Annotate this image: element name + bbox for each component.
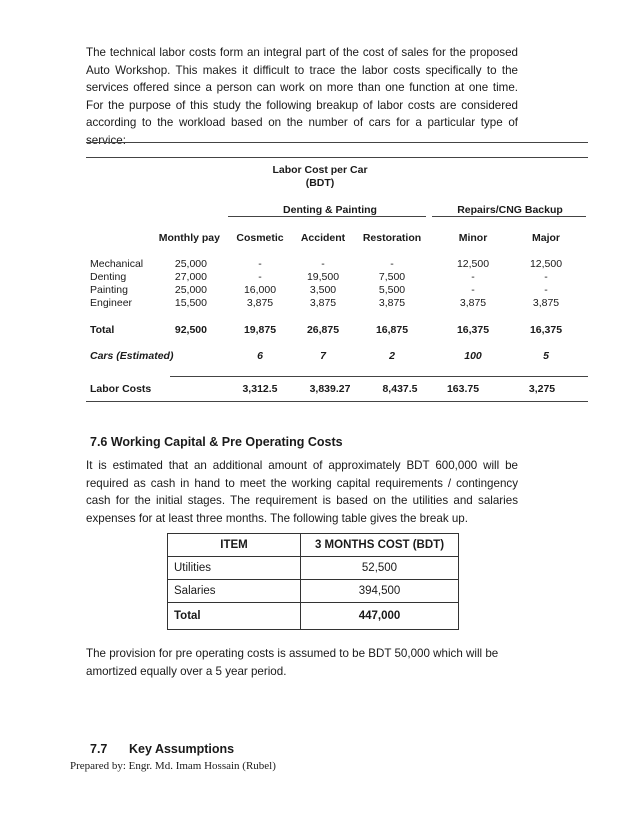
total-cosmetic: 19,875: [243, 324, 277, 336]
cell-restoration: 7,500: [378, 271, 406, 283]
cell-minor: 12,500: [456, 258, 490, 270]
cell-major: -: [544, 271, 548, 283]
table-row: [168, 557, 459, 580]
group-repairs-cng: Repairs/CNG Backup: [457, 204, 563, 216]
group-denting-painting: Denting & Painting: [283, 204, 377, 216]
cars-cosmetic: 6: [257, 350, 263, 362]
pre-operating-paragraph: The provision for pre operating costs is assumed to be BDT 50,000 which will be amortized equally over a 5 year period.: [86, 647, 499, 678]
labor-costs-accident: 3,839.27: [309, 383, 351, 395]
group-rule-denting: [228, 216, 426, 217]
item-cell: Salaries: [168, 580, 301, 603]
cell-accident: -: [321, 258, 325, 270]
total-label: Total: [90, 324, 115, 336]
table-total-row: [168, 603, 459, 630]
working-capital-paragraph: It is estimated that an additional amount of approximately BDT 600,000 will be required as cash in hand to meet the working capital requirements / contingency cash for the initial stages. The requirement is based on the utilities and salaries expenses for at least three months. The following table gives the break up.: [86, 459, 518, 525]
cell-accident: 19,500: [306, 271, 340, 283]
section-number-7-7: 7.7: [90, 742, 108, 756]
labor-costs-restoration: 8,437.5: [382, 383, 418, 395]
total-item-cell: Total: [168, 603, 301, 630]
header-item: ITEM: [168, 534, 301, 557]
cell-minor: -: [471, 284, 475, 296]
cell-cosmetic: 3,875: [246, 297, 274, 309]
table-row: [168, 580, 459, 603]
top-rule: [86, 142, 588, 143]
col-minor: Minor: [458, 232, 488, 244]
labor-table-subtitle: (BDT): [305, 177, 335, 189]
total-monthly-pay: 92,500: [174, 324, 207, 336]
cell-minor: -: [471, 271, 475, 283]
cost-cell: 52,500: [301, 557, 459, 580]
cell-cosmetic: -: [258, 258, 262, 270]
col-restoration: Restoration: [362, 232, 422, 244]
total-cost-cell: 447,000: [301, 603, 459, 630]
col-monthly-pay: Monthly pay: [158, 232, 220, 244]
cell-monthly-pay: 25,000: [174, 284, 207, 296]
cell-major: 12,500: [529, 258, 563, 270]
cell-major: -: [544, 284, 548, 296]
total-minor: 16,375: [456, 324, 490, 336]
labor-table-title: Labor Cost per Car: [272, 164, 368, 176]
table-header-row: [168, 534, 459, 557]
row-label: Painting: [90, 284, 128, 296]
working-capital-table: [167, 533, 459, 630]
page-footer: Prepared by: Engr. Md. Imam Hossain (Rubel): [70, 760, 276, 772]
col-cosmetic: Cosmetic: [236, 232, 284, 244]
intro-paragraph: The technical labor costs form an integral part of the cost of sales for the proposed Auto Workshop. This makes it difficult to trace the labor costs specifically to the services offered since a person can work on more than one function at one time. For the purpose of this study the following breakup of labor costs are considered according to the workload based on the number of cars for a particular type of service:: [86, 46, 518, 147]
cell-monthly-pay: 15,500: [174, 297, 207, 309]
top-rule-2: [86, 157, 588, 158]
item-cell: Utilities: [168, 557, 301, 580]
labor-costs-major: 3,275: [528, 383, 556, 395]
cell-restoration: 3,875: [378, 297, 406, 309]
cars-label: Cars (Estimated): [90, 350, 174, 362]
header-cost: 3 MONTHS COST (BDT): [301, 534, 459, 557]
labor-costs-minor: 163.75: [446, 383, 480, 395]
total-accident: 26,875: [306, 324, 340, 336]
col-accident: Accident: [300, 232, 346, 244]
labor-costs-cosmetic: 3,312.5: [242, 383, 278, 395]
cell-minor: 3,875: [459, 297, 487, 309]
cell-monthly-pay: 27,000: [174, 271, 207, 283]
section-heading-7-7: Key Assumptions: [129, 742, 235, 756]
row-label: Engineer: [90, 297, 133, 309]
cell-restoration: -: [390, 258, 394, 270]
cost-cell: 394,500: [301, 580, 459, 603]
labor-costs-rule: [170, 376, 588, 377]
labor-costs-label: Labor Costs: [90, 383, 152, 395]
cars-restoration: 2: [389, 350, 395, 362]
total-major: 16,375: [529, 324, 563, 336]
cell-cosmetic: 16,000: [243, 284, 277, 296]
row-label: Denting: [90, 271, 127, 283]
cell-restoration: 5,500: [378, 284, 406, 296]
section-heading-7-6: 7.6 Working Capital & Pre Operating Costs: [90, 435, 343, 449]
cell-major: 3,875: [532, 297, 560, 309]
col-major: Major: [531, 232, 560, 244]
cars-minor: 100: [464, 350, 482, 362]
cell-monthly-pay: 25,000: [174, 258, 207, 270]
cars-accident: 7: [320, 350, 326, 362]
labor-table-bottom-rule: [86, 401, 588, 402]
cars-major: 5: [543, 350, 549, 362]
cell-accident: 3,875: [309, 297, 337, 309]
total-restoration: 16,875: [375, 324, 409, 336]
cell-accident: 3,500: [309, 284, 337, 296]
group-rule-repairs: [432, 216, 586, 217]
row-label: Mechanical: [90, 258, 144, 270]
cell-cosmetic: -: [258, 271, 262, 283]
